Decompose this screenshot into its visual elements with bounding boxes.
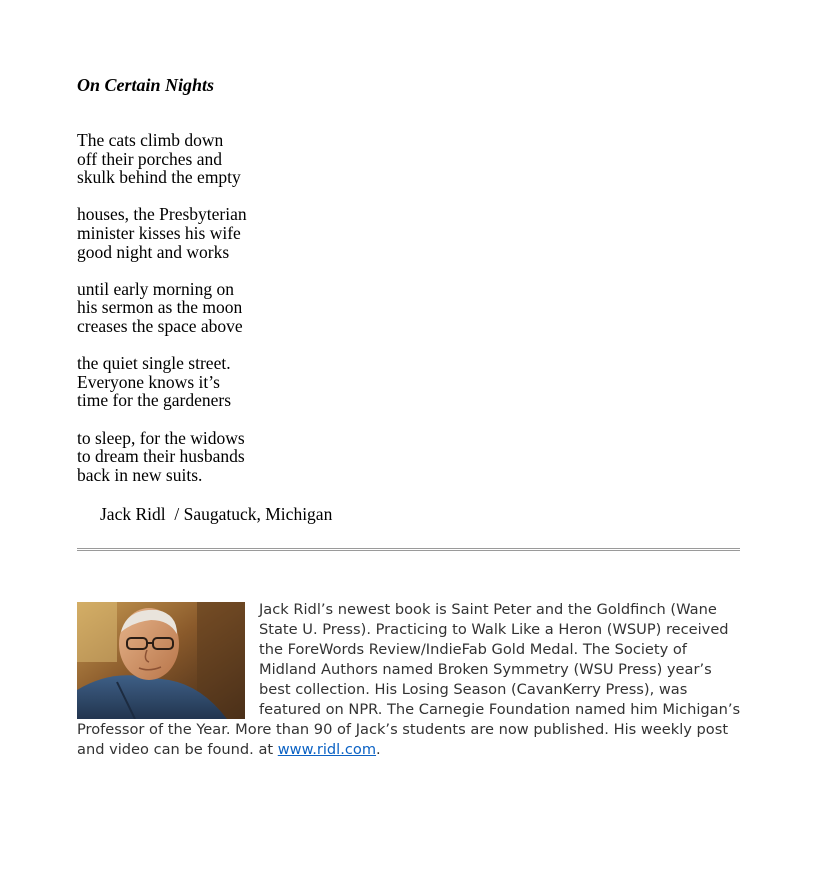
poem-line: time for the gardeners bbox=[77, 390, 232, 411]
poem-line: good night and works bbox=[77, 241, 230, 262]
poem-line: to sleep, for the widows bbox=[77, 427, 245, 448]
poem-line: houses, the Presbyterian bbox=[77, 204, 247, 225]
poem-line: until early morning on bbox=[77, 278, 234, 299]
poem-byline: Jack Ridl / Saugatuck, Michigan bbox=[100, 504, 333, 524]
section-divider bbox=[77, 548, 740, 551]
poem-title: On Certain Nights bbox=[77, 75, 215, 95]
stanza bbox=[77, 131, 247, 187]
poem-line: off their porches and bbox=[77, 148, 222, 169]
stanza bbox=[77, 429, 247, 485]
poem-line: his sermon as the moon bbox=[77, 297, 243, 318]
stanza bbox=[77, 205, 247, 261]
poem-line: The cats climb down bbox=[77, 130, 224, 150]
author-bio bbox=[77, 600, 747, 760]
poem-line: minister kisses his wife bbox=[77, 222, 241, 243]
bio-trailing-punctuation: . bbox=[376, 741, 381, 758]
poem-line: creases the space above bbox=[77, 315, 243, 336]
poem-line: back in new suits. bbox=[77, 464, 203, 485]
poem-line: Everyone knows it’s bbox=[77, 371, 220, 392]
bio-text: Jack Ridl’s newest book is Saint Peter and the Goldfinch (Wane State U. Press). Practicing to Walk Like a Heron (WSUP) received the ForeWords Review/IndieFab Gold Medal. The Society of Midland Authors named Broken Symmetry (WSU Press) year’s best collection. His Losing Season (CavanKerry Press), was featured on NPR. The Carnegie Foundation named him Michigan’s Professor of the Year. More than 90 of Jack’s students are now published. His weekly post and video can be found. at bbox=[77, 601, 741, 758]
author-photo bbox=[77, 602, 245, 719]
poem-line: the quiet single street. bbox=[77, 353, 231, 374]
author-website-link[interactable]: www.ridl.com bbox=[277, 741, 377, 758]
stanza bbox=[77, 354, 247, 410]
poem-body bbox=[77, 131, 247, 503]
poem-line: to dream their husbands bbox=[77, 446, 245, 467]
poem-line: skulk behind the empty bbox=[77, 167, 241, 188]
stanza bbox=[77, 280, 247, 336]
